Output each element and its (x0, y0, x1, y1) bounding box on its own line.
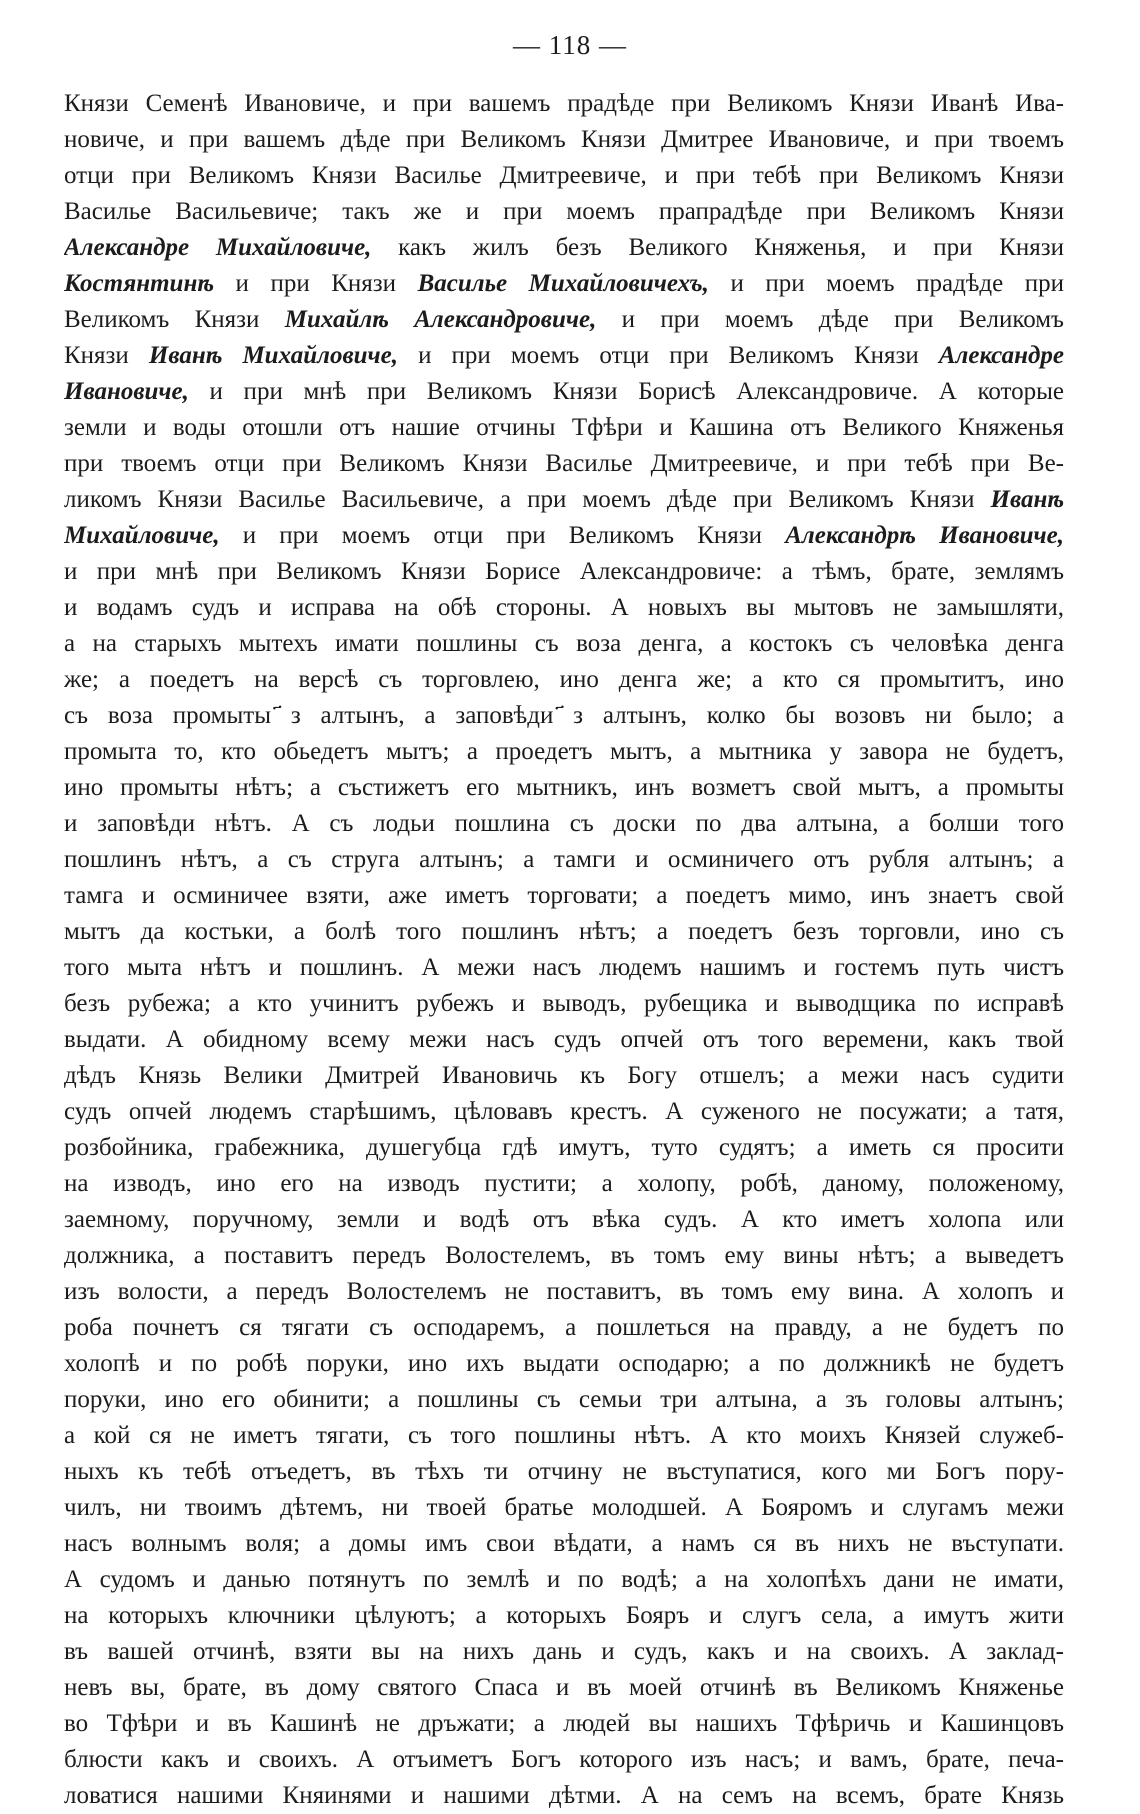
italic-name: Михайловиче, (64, 522, 220, 549)
text-line (64, 914, 1064, 950)
text-line (64, 302, 1064, 338)
text-run: Великомъ Князи (64, 306, 285, 333)
text-line (64, 842, 1064, 878)
text-run: земли и воды отошли отъ нашие отчины Тфѣри и Кашина отъ Великого Княженья (64, 414, 1064, 441)
text-run: должника, а поставитъ передъ Волостелемъ, въ томъ ему вины нѣтъ; а выведетъ (64, 1242, 1064, 1269)
text-line (64, 1202, 1064, 1238)
text-line (64, 1562, 1064, 1598)
text-line (64, 1310, 1064, 1346)
text-line (64, 194, 1064, 230)
text-run: холопѣ и по робѣ поруки, ино ихъ выдати осподарю; а по должникѣ не будетъ (64, 1350, 1064, 1377)
text-line (64, 1382, 1064, 1418)
text-run: и водамъ судъ и исправа на обѣ стороны. А новыхъ вы мытовъ не замышляти, (64, 594, 1064, 621)
text-line (64, 86, 1064, 122)
text-run: и при моемъ дѣде при Великомъ (596, 306, 1064, 333)
text-run: Князи (64, 342, 149, 369)
text-run: мытъ да костьки, а болѣ того пошлинъ нѣтъ; а поедетъ безъ торговли, ино съ (64, 918, 1064, 945)
text-line (64, 1094, 1064, 1130)
text-run: невъ вы, брате, въ дому святого Спаса и въ моей отчинѣ въ Великомъ Княженье (64, 1674, 1064, 1701)
italic-name: Михайлѣ Александровиче, (284, 306, 597, 333)
text-run: розбойника, грабежника, душегубца гдѣ имутъ, туто судятъ; а иметь ся просити (64, 1134, 1064, 1161)
text-line (64, 806, 1064, 842)
text-line (64, 698, 1064, 734)
italic-name: Александре (938, 342, 1064, 369)
text-line (64, 410, 1064, 446)
italic-name: Костянтинѣ (64, 270, 215, 297)
text-run: изъ волости, а передъ Волостелемъ не поставитъ, въ томъ ему вина. А холопъ и (64, 1278, 1064, 1305)
text-line (64, 986, 1064, 1022)
text-run: а кой ся не иметъ тягати, съ того пошлины нѣтъ. А кто моихъ Князей служеб- (64, 1422, 1064, 1449)
text-run: съ воза промыты ҃з алтынъ, а заповѣди ҃з алтынъ, колко бы возовъ ни было; а (64, 702, 1064, 729)
text-run: и заповѣди нѣтъ. А съ лодьи пошлина съ доски по два алтына, а болши того (64, 810, 1064, 837)
text-line (64, 662, 1064, 698)
text-run: Василье Васильевиче; такъ же и при моемъ прапрадѣде при Великомъ Князи (64, 198, 1064, 225)
text-run: и при мнѣ при Великомъ Князи Борисѣ Александровиче. А которые (188, 378, 1064, 405)
text-line (64, 1490, 1064, 1526)
text-run: чилъ, ни твоимъ дѣтемъ, ни твоей братье молодшей. А Бояромъ и слугамъ межи (64, 1494, 1064, 1521)
italic-name: Иванѣ Михайловиче, (148, 342, 399, 369)
text-run: роба почнетъ ся тягати съ осподаремъ, а пошлеться на правду, а не будетъ по (64, 1314, 1064, 1341)
text-run: во Тфѣри и въ Кашинѣ не дръжати; а людей вы нашихъ Тфѣричь и Кашинцовъ (64, 1710, 1064, 1737)
text-line (64, 590, 1064, 626)
text-run: заемному, поручному, земли и водѣ отъ вѣка судъ. А кто иметъ холопа или (64, 1206, 1064, 1233)
italic-name: Ивановиче, (64, 378, 189, 405)
italic-name: Александрѣ Ивановиче, (785, 522, 1064, 549)
text-line (64, 1022, 1064, 1058)
text-run: того мыта нѣтъ и пошлинъ. А межи насъ людемъ нашимъ и гостемъ путь чистъ (64, 954, 1064, 981)
text-run: насъ волнымъ воля; а домы имъ свои вѣдати, а намъ ся въ нихъ не въступати. (64, 1530, 1064, 1557)
italic-name: Александре Михайловиче, (64, 234, 372, 261)
text-line (64, 1634, 1064, 1670)
text-line (64, 1778, 1064, 1814)
text-run: отци при Великомъ Князи Василье Дмитреевиче, и при тебѣ при Великомъ Князи (64, 162, 1064, 189)
text-run: на которыхъ ключники цѣлуютъ; а которыхъ Бояръ и слугъ села, а имутъ жити (64, 1602, 1064, 1629)
text-line (64, 518, 1064, 554)
text-run: и при Князи (214, 270, 418, 297)
text-line (64, 626, 1064, 662)
text-run: блюсти какъ и своихъ. А отъиметъ Богъ которого изъ насъ; и вамъ, брате, печа- (64, 1746, 1064, 1773)
text-run: пошлинъ нѣтъ, а съ струга алтынъ; а тамги и осминичего отъ рубля алтынъ; а (64, 846, 1064, 873)
text-run: и при моемъ отци при Великомъ Князи (398, 342, 939, 369)
text-run: и при моемъ отци при Великомъ Князи (219, 522, 786, 549)
text-line (64, 1706, 1064, 1742)
text-line (64, 1598, 1064, 1634)
text-line (64, 1670, 1064, 1706)
text-run: при твоемъ отци при Великомъ Князи Василье Дмитреевиче, и при тебѣ при Ве- (64, 450, 1064, 477)
text-line (64, 950, 1064, 986)
text-line (64, 158, 1064, 194)
text-run: ликомъ Князи Василье Васильевиче, а при моемъ дѣде при Великомъ Князи (64, 486, 991, 513)
text-line (64, 482, 1064, 518)
text-line (64, 338, 1064, 374)
text-run: на изводъ, ино его на изводъ пустити; а холопу, робѣ, даному, положеному, (64, 1170, 1064, 1197)
text-run: ловатися нашими Княинями и нашими дѣтми. А на семъ на всемъ, брате Князь (64, 1782, 1064, 1809)
text-run: дѣдъ Князь Велики Дмитрей Ивановичь къ Богу отшелъ; а межи насъ судити (64, 1062, 1064, 1089)
text-run: ныхъ къ тебѣ отъедетъ, въ тѣхъ ти отчину не въступатися, кого ми Богъ пору- (64, 1458, 1064, 1485)
text-line (64, 1274, 1064, 1310)
italic-name: Иванѣ (990, 486, 1064, 513)
page-number: — 118 — (513, 30, 627, 60)
text-line (64, 1454, 1064, 1490)
text-line (64, 1058, 1064, 1094)
text-run: и при моемъ прадѣде при (708, 270, 1064, 297)
text-run: ино промыты нѣтъ; а състижетъ его мытникъ, инъ возметъ свой мытъ, а промыты (64, 774, 1064, 801)
text-line (64, 770, 1064, 806)
text-line (64, 122, 1064, 158)
text-line (64, 734, 1064, 770)
text-run: же; а поедетъ на версѣ съ торговлею, ино денга же; а кто ся промытитъ, ино (64, 666, 1064, 693)
text-run: промыта то, кто обьедетъ мытъ; а проедетъ мытъ, а мытника у завора не будетъ, (64, 738, 1064, 765)
text-run: выдати. А обидному всему межи насъ судъ опчей отъ того веремени, какъ твой (64, 1026, 1064, 1053)
text-run: судъ опчей людемъ старѣшимъ, цѣловавъ крестъ. А суженого не посужати; а татя, (64, 1098, 1064, 1125)
text-run: Князи Семенѣ Ивановиче, и при вашемъ прадѣде при Великомъ Князи Иванѣ Ива- (64, 90, 1064, 117)
text-line (64, 1130, 1064, 1166)
text-run: тамга и осминичее взяти, аже иметъ торговати; а поедетъ мимо, инъ знаетъ свой (64, 882, 1064, 909)
text-line (64, 374, 1064, 410)
text-run: новиче, и при вашемъ дѣде при Великомъ Князи Дмитрее Ивановиче, и при твоемъ (64, 126, 1064, 153)
text-line (64, 1346, 1064, 1382)
text-run: какъ жилъ безъ Великого Княженья, и при Князи (371, 234, 1064, 261)
text-line (64, 446, 1064, 482)
text-line (64, 1418, 1064, 1454)
text-line (64, 1238, 1064, 1274)
text-run: поруки, ино его обинити; а пошлины съ семьи три алтына, а зъ головы алтынъ; (64, 1386, 1064, 1413)
text-run: въ вашей отчинѣ, взяти вы на нихъ дань и судъ, какъ и на своихъ. А заклад- (64, 1638, 1064, 1665)
text-line (64, 878, 1064, 914)
text-line (64, 1166, 1064, 1202)
text-line (64, 1526, 1064, 1562)
text-run: безъ рубежа; а кто учинитъ рубежъ и выводъ, рубещика и выводщика по исправѣ (64, 990, 1064, 1017)
text-line (64, 230, 1064, 266)
text-run: А судомъ и данью потянутъ по землѣ и по водѣ; а на холопѣхъ дани не имати, (64, 1566, 1064, 1593)
italic-name: Василье Михайловичехъ, (417, 270, 709, 297)
text-run: и при мнѣ при Великомъ Князи Борисе Александровиче: а тѣмъ, брате, землямъ (64, 558, 1064, 585)
text-line (64, 1742, 1064, 1778)
text-line (64, 266, 1064, 302)
text-line (64, 554, 1064, 590)
text-run: а на старыхъ мытехъ имати пошлины съ воза денга, а костокъ съ человѣка денга (64, 630, 1064, 657)
body-text (64, 86, 1064, 1814)
